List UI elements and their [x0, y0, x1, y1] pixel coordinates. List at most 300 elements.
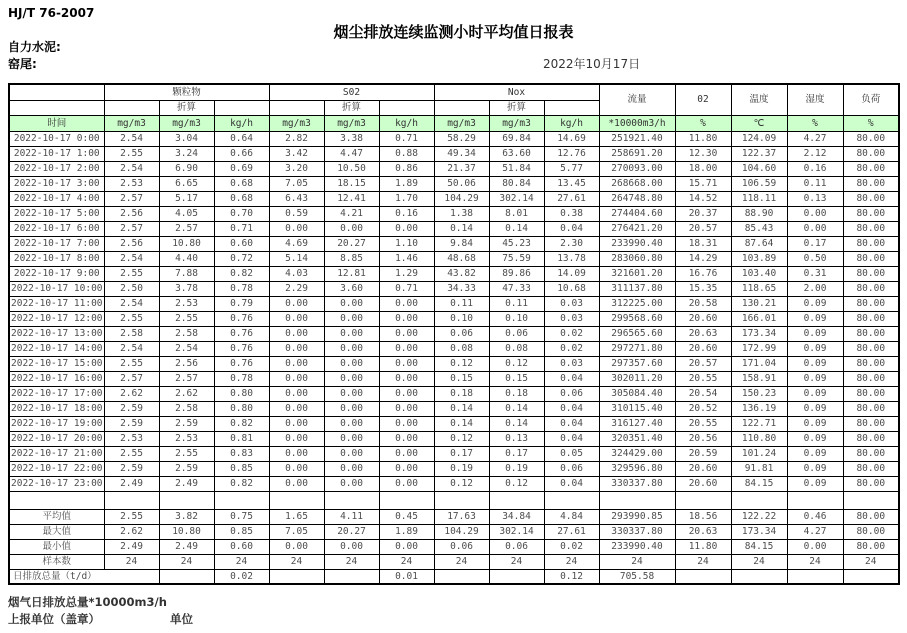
value-cell: 233990.40: [599, 539, 675, 554]
value-cell: 80.00: [843, 176, 899, 191]
value-cell: 122.71: [731, 416, 787, 431]
value-cell: 0.83: [214, 446, 269, 461]
value-cell: 0.18: [489, 386, 544, 401]
value-cell: 0.00: [324, 446, 379, 461]
time-cell: 2022-10-17 12:00: [11, 313, 103, 324]
value-cell: 80.00: [843, 461, 899, 476]
group-nox: Nox: [434, 84, 599, 100]
value-cell: 2.54: [104, 251, 159, 266]
value-cell: 0.00: [379, 461, 434, 476]
value-cell: 0.81: [214, 431, 269, 446]
value-cell: 27.61: [544, 524, 599, 539]
daily-total-label: 日排放总量（t/d）: [9, 569, 159, 584]
value-cell: 0.11: [434, 296, 489, 311]
value-cell: 0.78: [214, 371, 269, 386]
value-cell: 8.01: [489, 206, 544, 221]
value-cell: 2.53: [104, 176, 159, 191]
value-cell: 2.49: [159, 539, 214, 554]
value-cell: 4.47: [324, 146, 379, 161]
value-cell: 20.52: [675, 401, 731, 416]
value-cell: 0.02: [214, 569, 269, 584]
value-cell: 80.00: [843, 371, 899, 386]
value-cell: 0.00: [379, 476, 434, 491]
value-cell: [489, 491, 544, 509]
value-cell: 2.62: [159, 386, 214, 401]
value-cell: 3.24: [159, 146, 214, 161]
value-cell: 0.06: [434, 326, 489, 341]
value-cell: 20.63: [675, 524, 731, 539]
corner-cell: [9, 84, 104, 100]
value-cell: 0.79: [214, 296, 269, 311]
value-cell: 2.59: [104, 401, 159, 416]
time-cell: 2022-10-17 21:00: [11, 448, 103, 459]
converted-label: 折算: [159, 100, 214, 115]
value-cell: 69.84: [489, 131, 544, 146]
value-cell: 24: [599, 554, 675, 569]
value-cell: 0.00: [269, 539, 324, 554]
gas-daily-total-label: 烟气日排放总量*10000m3/h: [8, 595, 167, 609]
value-cell: 16.76: [675, 266, 731, 281]
value-cell: 4.11: [324, 509, 379, 524]
value-cell: 0.60: [214, 539, 269, 554]
value-cell: 329596.80: [599, 461, 675, 476]
col-temperature: 温度: [731, 84, 787, 115]
value-cell: 12.81: [324, 266, 379, 281]
value-cell: 0.04: [544, 431, 599, 446]
time-cell: 2022-10-17 3:00: [9, 176, 104, 191]
value-cell: 3.20: [269, 161, 324, 176]
value-cell: 2.55: [159, 311, 214, 326]
value-cell: 2.62: [104, 524, 159, 539]
time-cell: 2022-10-17 4:00: [9, 191, 104, 206]
value-cell: [434, 569, 489, 584]
value-cell: 101.24: [731, 446, 787, 461]
time-cell: 2022-10-17 0:00: [9, 131, 104, 146]
value-cell: 80.00: [843, 476, 899, 491]
value-cell: 9.84: [434, 236, 489, 251]
value-cell: 80.00: [843, 431, 899, 446]
value-cell: 2.55: [104, 509, 159, 524]
location-label: 窑尾:: [8, 57, 37, 71]
value-cell: 297271.80: [599, 341, 675, 356]
value-cell: 0.09: [787, 326, 843, 341]
value-cell: 0.00: [379, 341, 434, 356]
unit-cell: %: [787, 115, 843, 131]
value-cell: 296565.60: [599, 326, 675, 341]
value-cell: 20.37: [675, 206, 731, 221]
value-cell: 20.27: [324, 524, 379, 539]
value-cell: 5.77: [544, 161, 599, 176]
value-cell: 13.78: [544, 251, 599, 266]
value-cell: 1.10: [379, 236, 434, 251]
value-cell: 0.00: [379, 431, 434, 446]
unit-cell: mg/m3: [269, 115, 324, 131]
value-cell: 0.16: [787, 161, 843, 176]
summary-label: 最小值: [9, 539, 104, 554]
value-cell: 0.08: [489, 341, 544, 356]
value-cell: 12.41: [324, 191, 379, 206]
value-cell: 0.05: [544, 446, 599, 461]
value-cell: 24: [159, 554, 214, 569]
value-cell: 0.13: [787, 191, 843, 206]
value-cell: 1.29: [379, 266, 434, 281]
value-cell: 324429.00: [599, 446, 675, 461]
value-cell: 2.59: [104, 461, 159, 476]
value-cell: 316127.40: [599, 416, 675, 431]
value-cell: 1.89: [379, 524, 434, 539]
value-cell: 80.00: [843, 161, 899, 176]
standard-code: HJ/T 76-2007: [8, 6, 95, 20]
value-cell: 80.00: [843, 191, 899, 206]
value-cell: 0.09: [787, 446, 843, 461]
value-cell: 0.06: [434, 539, 489, 554]
value-cell: 3.78: [159, 281, 214, 296]
value-cell: 24: [379, 554, 434, 569]
report-date: 2022年10月17日: [543, 57, 641, 71]
value-cell: 0.00: [269, 416, 324, 431]
value-cell: 12.30: [675, 146, 731, 161]
value-cell: 171.04: [731, 356, 787, 371]
value-cell: 91.81: [731, 461, 787, 476]
value-cell: 0.17: [489, 446, 544, 461]
data-row: [9, 191, 899, 206]
value-cell: [214, 491, 269, 509]
col-o2: 02: [675, 84, 731, 115]
value-cell: 75.59: [489, 251, 544, 266]
value-cell: 18.56: [675, 509, 731, 524]
value-cell: [787, 569, 843, 584]
value-cell: 0.00: [269, 221, 324, 236]
data-row: [9, 356, 899, 371]
value-cell: 2.55: [104, 356, 159, 371]
unit-cell: %: [843, 115, 899, 131]
value-cell: 0.46: [787, 509, 843, 524]
value-cell: 173.34: [731, 326, 787, 341]
value-cell: 0.71: [379, 131, 434, 146]
value-cell: 1.38: [434, 206, 489, 221]
value-cell: 84.15: [731, 476, 787, 491]
data-row: [9, 341, 899, 356]
value-cell: 80.00: [843, 281, 899, 296]
empty-cell: [9, 491, 104, 509]
value-cell: 0.86: [379, 161, 434, 176]
value-cell: 2.50: [104, 281, 159, 296]
value-cell: 0.00: [324, 401, 379, 416]
value-cell: 80.84: [489, 176, 544, 191]
value-cell: 2.54: [104, 131, 159, 146]
page-title: 烟尘排放连续监测小时平均值日报表: [333, 23, 574, 41]
value-cell: 0.09: [787, 401, 843, 416]
unit-cell: kg/h: [214, 115, 269, 131]
value-cell: 274404.60: [599, 206, 675, 221]
value-cell: 0.15: [434, 371, 489, 386]
value-cell: 20.57: [675, 221, 731, 236]
value-cell: 20.59: [675, 446, 731, 461]
time-cell: 2022-10-17 7:00: [9, 236, 104, 251]
value-cell: 122.22: [731, 509, 787, 524]
value-cell: 0.11: [489, 296, 544, 311]
value-cell: 122.37: [731, 146, 787, 161]
empty-cell: [214, 100, 269, 115]
value-cell: 2.57: [104, 371, 159, 386]
value-cell: 0.00: [379, 446, 434, 461]
value-cell: 0.00: [269, 476, 324, 491]
value-cell: 0.00: [269, 296, 324, 311]
value-cell: 24: [787, 554, 843, 569]
value-cell: 0.00: [324, 326, 379, 341]
value-cell: 10.80: [159, 524, 214, 539]
value-cell: 80.00: [843, 236, 899, 251]
value-cell: 80.00: [843, 446, 899, 461]
value-cell: 0.00: [787, 221, 843, 236]
value-cell: 330337.80: [599, 476, 675, 491]
value-cell: 0.85: [214, 524, 269, 539]
value-cell: 0.12: [434, 476, 489, 491]
value-cell: 2.59: [159, 416, 214, 431]
value-cell: 172.99: [731, 341, 787, 356]
value-cell: 2.54: [104, 296, 159, 311]
unit-label: 单位: [170, 612, 193, 626]
value-cell: 80.00: [843, 326, 899, 341]
data-row: [9, 221, 899, 236]
value-cell: 0.14: [434, 221, 489, 236]
time-cell: 2022-10-17 2:00: [9, 161, 104, 176]
value-cell: 2.29: [269, 281, 324, 296]
value-cell: 43.82: [434, 266, 489, 281]
value-cell: 2.55: [104, 311, 159, 326]
value-cell: 0.00: [324, 539, 379, 554]
time-cell: 2022-10-17 23:00: [11, 478, 103, 489]
value-cell: 124.09: [731, 131, 787, 146]
value-cell: 34.33: [434, 281, 489, 296]
value-cell: 0.00: [324, 461, 379, 476]
empty-cell: [544, 100, 599, 115]
value-cell: 0.88: [379, 146, 434, 161]
empty-cell: [104, 100, 159, 115]
value-cell: 80.00: [843, 251, 899, 266]
value-cell: 0.06: [544, 386, 599, 401]
value-cell: 0.64: [214, 131, 269, 146]
value-cell: 80.00: [843, 266, 899, 281]
value-cell: 103.89: [731, 251, 787, 266]
value-cell: 14.69: [544, 131, 599, 146]
value-cell: 89.86: [489, 266, 544, 281]
value-cell: 302.14: [489, 524, 544, 539]
empty-cell: [434, 100, 489, 115]
value-cell: 0.14: [434, 416, 489, 431]
data-row: [9, 446, 899, 461]
value-cell: 18.15: [324, 176, 379, 191]
value-cell: 13.45: [544, 176, 599, 191]
value-cell: 80.00: [843, 509, 899, 524]
value-cell: [159, 569, 214, 584]
value-cell: 2.55: [104, 146, 159, 161]
value-cell: 276421.20: [599, 221, 675, 236]
value-cell: 4.84: [544, 509, 599, 524]
value-cell: 84.15: [731, 539, 787, 554]
value-cell: 0.78: [214, 281, 269, 296]
value-cell: 10.80: [159, 236, 214, 251]
value-cell: [269, 569, 324, 584]
value-cell: 20.56: [675, 431, 731, 446]
value-cell: 80.00: [843, 386, 899, 401]
value-cell: 85.43: [731, 221, 787, 236]
value-cell: 233990.40: [599, 236, 675, 251]
value-cell: [731, 491, 787, 509]
value-cell: 4.27: [787, 524, 843, 539]
value-cell: [843, 491, 899, 509]
time-cell: 2022-10-17 19:00: [11, 418, 103, 429]
value-cell: 0.12: [489, 476, 544, 491]
col-flow: 流量: [599, 84, 675, 115]
table-body: [9, 131, 899, 584]
value-cell: 80.00: [843, 221, 899, 236]
value-cell: 24: [104, 554, 159, 569]
value-cell: 270093.00: [599, 161, 675, 176]
value-cell: 1.46: [379, 251, 434, 266]
value-cell: 0.09: [787, 476, 843, 491]
value-cell: 2.56: [104, 206, 159, 221]
value-cell: 3.60: [324, 281, 379, 296]
value-cell: [843, 569, 899, 584]
time-cell: 2022-10-17 11:00: [11, 298, 103, 309]
value-cell: 80.00: [843, 131, 899, 146]
value-cell: 0.72: [214, 251, 269, 266]
value-cell: 0.38: [544, 206, 599, 221]
value-cell: 2.49: [104, 476, 159, 491]
value-cell: 0.04: [544, 221, 599, 236]
value-cell: 0.12: [434, 431, 489, 446]
value-cell: 2.12: [787, 146, 843, 161]
value-cell: 166.01: [731, 311, 787, 326]
value-cell: 14.52: [675, 191, 731, 206]
value-cell: 0.09: [787, 371, 843, 386]
value-cell: 1.65: [269, 509, 324, 524]
value-cell: 297357.60: [599, 356, 675, 371]
value-cell: [787, 491, 843, 509]
summary-label: 最大值: [9, 524, 104, 539]
time-cell: 2022-10-17 9:00: [9, 266, 104, 281]
value-cell: 4.27: [787, 131, 843, 146]
value-cell: 0.00: [324, 221, 379, 236]
value-cell: 24: [843, 554, 899, 569]
value-cell: 24: [544, 554, 599, 569]
time-cell: 2022-10-17 14:00: [11, 343, 103, 354]
data-row: [9, 311, 899, 326]
unit-cell: mg/m3: [434, 115, 489, 131]
value-cell: 0.76: [214, 326, 269, 341]
value-cell: 1.70: [379, 191, 434, 206]
value-cell: 0.60: [214, 236, 269, 251]
unit-cell: ℃: [731, 115, 787, 131]
group-so2: S02: [269, 84, 434, 100]
value-cell: 87.64: [731, 236, 787, 251]
value-cell: 4.69: [269, 236, 324, 251]
value-cell: 2.62: [104, 386, 159, 401]
value-cell: 12.76: [544, 146, 599, 161]
value-cell: 0.08: [434, 341, 489, 356]
value-cell: 0.09: [787, 341, 843, 356]
value-cell: 0.00: [269, 371, 324, 386]
value-cell: 268668.00: [599, 176, 675, 191]
value-cell: 0.12: [434, 356, 489, 371]
value-cell: 0.09: [787, 461, 843, 476]
data-row: [9, 416, 899, 431]
value-cell: 45.23: [489, 236, 544, 251]
value-cell: [269, 491, 324, 509]
data-row: [9, 146, 899, 161]
data-row: [9, 431, 899, 446]
value-cell: 0.00: [324, 311, 379, 326]
value-cell: 5.14: [269, 251, 324, 266]
value-cell: 173.34: [731, 524, 787, 539]
value-cell: 2.55: [104, 266, 159, 281]
value-cell: 0.50: [787, 251, 843, 266]
value-cell: 0.14: [489, 401, 544, 416]
value-cell: 34.84: [489, 509, 544, 524]
time-cell: 2022-10-17 22:00: [11, 463, 103, 474]
data-row: [9, 476, 899, 491]
value-cell: 118.65: [731, 281, 787, 296]
value-cell: 7.05: [269, 176, 324, 191]
value-cell: 11.80: [675, 539, 731, 554]
value-cell: 0.71: [214, 221, 269, 236]
value-cell: 2.55: [104, 446, 159, 461]
value-cell: [544, 491, 599, 509]
value-cell: 6.43: [269, 191, 324, 206]
value-cell: 80.00: [843, 341, 899, 356]
empty-cell: [269, 100, 324, 115]
value-cell: 47.33: [489, 281, 544, 296]
value-cell: 0.17: [434, 446, 489, 461]
data-row: [9, 281, 899, 296]
separator-row: [9, 491, 899, 509]
time-cell: 2022-10-17 13:00: [11, 328, 103, 339]
value-cell: 2.54: [104, 161, 159, 176]
value-cell: 8.85: [324, 251, 379, 266]
summary-row: [9, 554, 899, 569]
value-cell: 0.18: [434, 386, 489, 401]
summary-label: 样本数: [9, 554, 104, 569]
value-cell: [675, 569, 731, 584]
value-cell: 2.56: [159, 356, 214, 371]
value-cell: 17.63: [434, 509, 489, 524]
summary-row: [9, 524, 899, 539]
value-cell: 80.00: [843, 356, 899, 371]
value-cell: 0.00: [269, 401, 324, 416]
value-cell: 2.53: [104, 431, 159, 446]
value-cell: 0.10: [489, 311, 544, 326]
value-cell: 0.00: [269, 341, 324, 356]
value-cell: 0.16: [379, 206, 434, 221]
value-cell: 0.00: [379, 326, 434, 341]
group-header-row: [9, 84, 899, 100]
value-cell: [324, 491, 379, 509]
value-cell: 0.02: [544, 341, 599, 356]
daily-total-row: [9, 569, 899, 584]
value-cell: 0.66: [214, 146, 269, 161]
value-cell: [434, 491, 489, 509]
value-cell: 24: [675, 554, 731, 569]
group-particulate: 颗粒物: [104, 84, 269, 100]
unit-cell: *10000m3/h: [599, 115, 675, 131]
value-cell: 136.19: [731, 401, 787, 416]
value-cell: [599, 491, 675, 509]
value-cell: 2.59: [159, 461, 214, 476]
time-cell: 2022-10-17 8:00: [9, 251, 104, 266]
value-cell: 0.19: [434, 461, 489, 476]
value-cell: 20.55: [675, 416, 731, 431]
